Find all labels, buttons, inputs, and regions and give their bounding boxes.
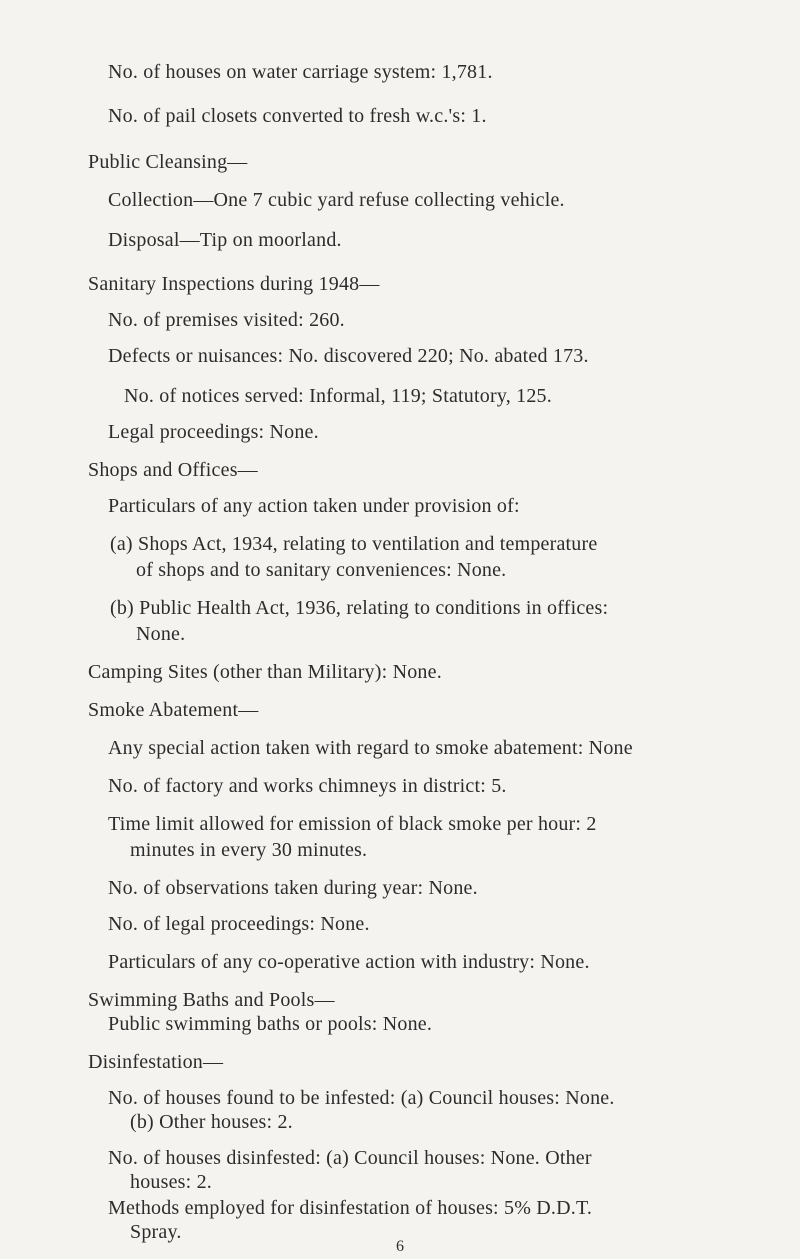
co-operative-action-line: Particulars of any co-operative action with industry: None.: [108, 951, 590, 973]
swimming-baths-heading: Swimming Baths and Pools—: [88, 989, 335, 1011]
disinfestation-heading: Disinfestation—: [88, 1051, 224, 1073]
smoke-abatement-heading: Smoke Abatement—: [88, 699, 259, 721]
methods-line: Methods employed for disinfestation of houses: 5% D.D.T.: [108, 1197, 593, 1219]
time-limit-cont-line: minutes in every 30 minutes.: [130, 839, 368, 861]
smoke-legal-proceedings-line: No. of legal proceedings: None.: [108, 913, 370, 935]
page-number: 6: [396, 1238, 404, 1255]
premises-visited-line: No. of premises visited: 260.: [108, 309, 345, 331]
time-limit-line: Time limit allowed for emission of black smoke per hour: 2: [108, 813, 597, 835]
spray-line: Spray.: [130, 1221, 182, 1243]
disinfested-houses-line: No. of houses disinfested: (a) Council houses: None. Other: [108, 1147, 592, 1169]
defects-line: Defects or nuisances: No. discovered 220; No. abated 173.: [108, 345, 589, 367]
water-carriage-line: No. of houses on water carriage system: 1,781.: [108, 61, 493, 83]
public-health-act-line: (b) Public Health Act, 1936, relating to conditions in offices:: [110, 597, 609, 619]
particulars-line: Particulars of any action taken under provision of:: [108, 495, 520, 517]
sanitary-inspections-heading: Sanitary Inspections during 1948—: [88, 273, 380, 295]
infested-houses-line: No. of houses found to be infested: (a) Council houses: None.: [108, 1087, 615, 1109]
chimneys-line: No. of factory and works chimneys in district: 5.: [108, 775, 507, 797]
shops-act-cont-line: of shops and to sanitary conveniences: None.: [136, 559, 507, 581]
observations-line: No. of observations taken during year: None.: [108, 877, 478, 899]
shops-act-line: (a) Shops Act, 1934, relating to ventilation and temperature: [110, 533, 598, 555]
public-swimming-line: Public swimming baths or pools: None.: [108, 1013, 433, 1035]
notices-served-line: No. of notices served: Informal, 119; Statutory, 125.: [124, 385, 552, 407]
legal-proceedings-line: Legal proceedings: None.: [108, 421, 319, 443]
public-health-act-cont-line: None.: [136, 623, 186, 645]
camping-sites-line: Camping Sites (other than Military): None.: [88, 661, 442, 683]
shops-offices-heading: Shops and Offices—: [88, 459, 258, 481]
other-houses-line: (b) Other houses: 2.: [130, 1111, 293, 1133]
special-action-line: Any special action taken with regard to smoke abatement: None: [108, 737, 633, 759]
public-cleansing-heading: Public Cleansing—: [88, 151, 248, 173]
disposal-line: Disposal—Tip on moorland.: [108, 229, 342, 251]
collection-line: Collection—One 7 cubic yard refuse collecting vehicle.: [108, 189, 565, 211]
pail-closets-line: No. of pail closets converted to fresh w.c.'s: 1.: [108, 105, 487, 127]
disinfested-houses-cont-line: houses: 2.: [130, 1171, 212, 1193]
